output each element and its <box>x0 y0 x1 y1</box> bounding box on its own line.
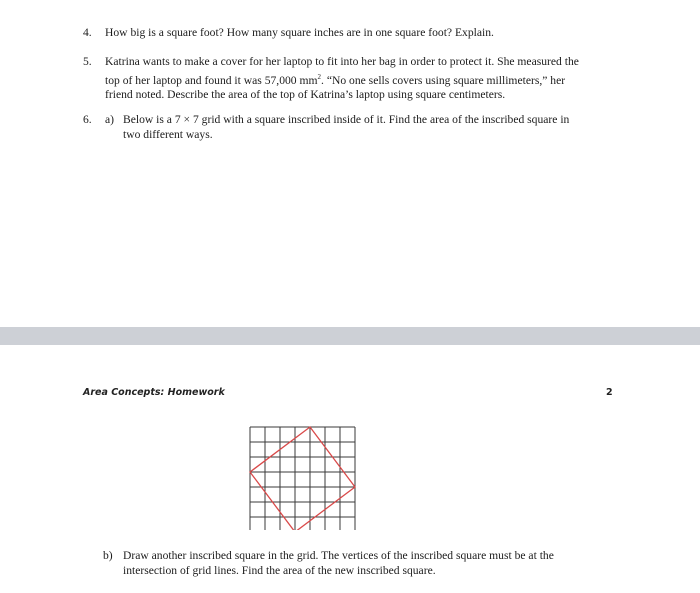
text-line: friend noted. Describe the area of the top of Katrina’s laptop using square centimeters. <box>105 88 506 101</box>
question-text: How big is a square foot? How many square inches are in one square foot? Explain. <box>105 26 494 39</box>
question-number: 4. <box>83 26 92 39</box>
grid-lines <box>250 427 355 530</box>
text-line: Katrina wants to make a cover for her laptop to fit into her bag in order to protect it. She measured the <box>105 55 579 68</box>
part-b-label: b) <box>103 549 113 562</box>
page-break-band <box>0 327 700 345</box>
text-segment: . “No one sells covers using square millimeters,” her <box>321 73 566 87</box>
text-segment: top of her laptop and found it was 57,000 mm <box>105 73 318 87</box>
page-number: 2 <box>606 387 613 398</box>
superscript: 2 <box>317 72 322 81</box>
part-a-label: a) <box>105 113 115 126</box>
text-line: Draw another inscribed square in the grid. The vertices of the inscribed square must be at the <box>123 549 554 562</box>
text-line: intersection of grid lines. Find the area of the new inscribed square. <box>123 563 436 577</box>
part-a-text <box>123 113 623 142</box>
question-number: 6. <box>83 113 92 126</box>
text-line: Below is a 7 × 7 grid with a square inscribed inside of it. Find the area of the inscribed square in <box>123 113 570 126</box>
question-text <box>105 55 625 103</box>
text-line: two different ways. <box>123 127 213 141</box>
part-b-text <box>123 549 623 578</box>
text-line <box>105 70 625 89</box>
question-number: 5. <box>83 55 92 68</box>
grid-figure <box>248 425 358 530</box>
page-header-title: Area Concepts: Homework <box>83 387 225 398</box>
